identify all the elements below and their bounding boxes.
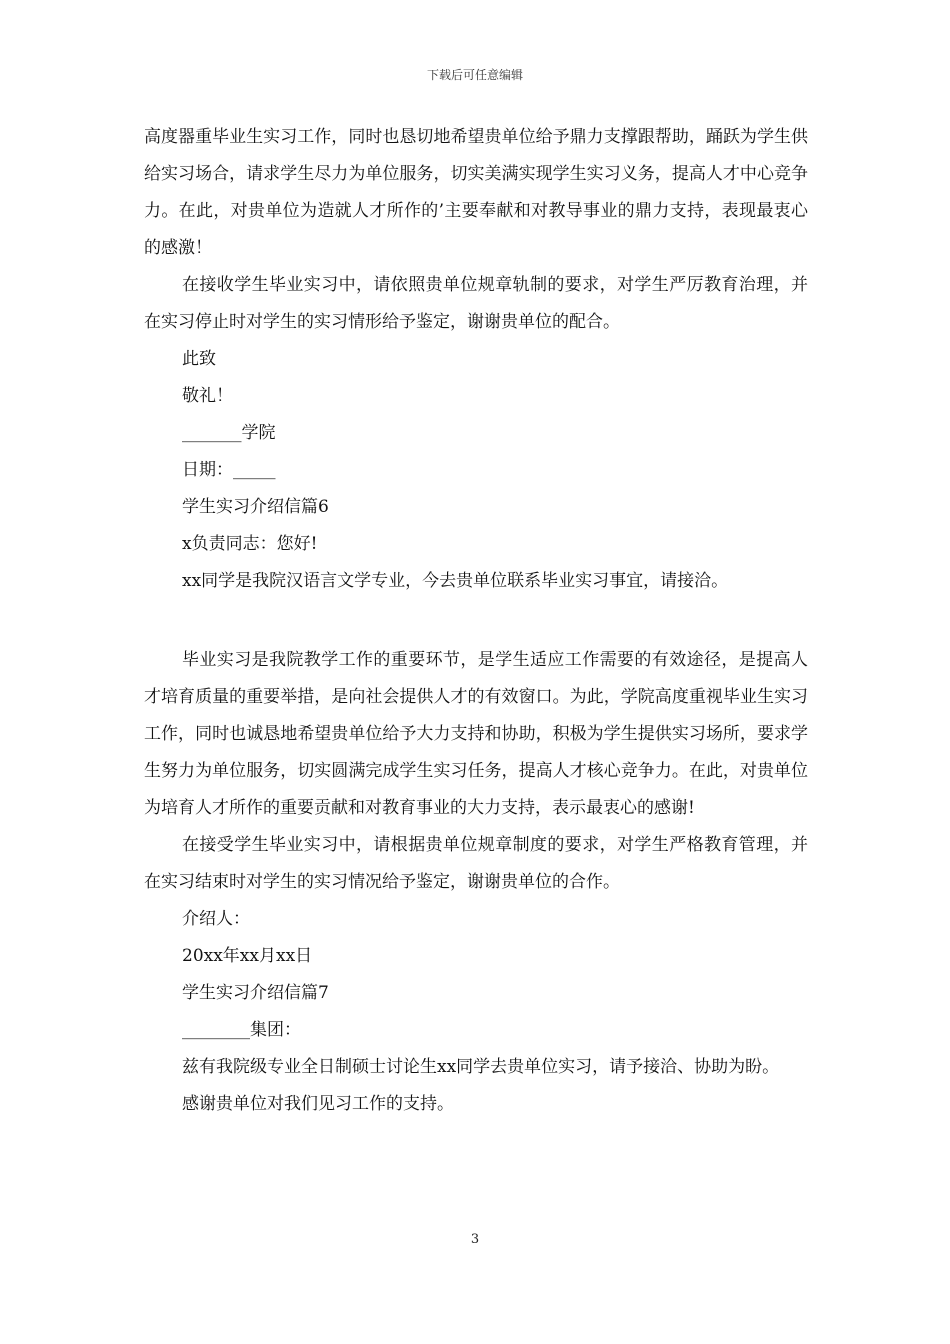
signature-date: 日期：_____ [182,460,276,480]
signature-introducer: 介绍人： [182,909,250,929]
section-title: 学生实习介绍信篇7 [182,983,329,1003]
paragraph: 感谢贵单位对我们见习工作的支持。 [182,1094,454,1114]
section-title: 学生实习介绍信篇6 [182,497,329,517]
page-number: 3 [470,1232,480,1247]
addressee: ________集团： [182,1020,301,1040]
paragraph: 在接受学生毕业实习中，请根据贵单位规章制度的要求，对学生严格教育管理，并在实习结束时对学生的实习情况给予鉴定，谢谢贵单位的合作。 [144,835,808,892]
salutation-closing: 此致 [182,349,216,369]
paragraph-gap [144,600,808,642]
document-body [144,119,808,1123]
salutation-regards: 敬礼！ [182,386,233,406]
paragraph: 兹有我院级专业全日制硕士讨论生xx同学去贵单位实习，请予接洽、协助为盼。 [182,1057,780,1077]
paragraph: 在接收学生毕业实习中，请依照贵单位规章轨制的要求，对学生严厉教育治理，并在实习停止时对学生的实习情形给予鉴定，谢谢贵单位的配合。 [144,275,808,332]
signature-college: _______学院 [182,423,276,443]
page-header: 下载后可任意编辑 [426,68,523,82]
signature-date: 20xx年xx月xx日 [182,946,313,966]
greeting: x负责同志：您好! [182,534,318,554]
paragraph: 毕业实习是我院教学工作的重要环节，是学生适应工作需要的有效途径，是提高人才培育质量的重要举措，是向社会提供人才的有效窗口。为此，学院高度重视毕业生实习工作，同时也诚恳地希望贵单位给予大力支持和协助，积极为学生提供实习场所，要求学生努力为单位服务，切实圆满完成学生实习任务，提高人才核心竞争力。在此，对贵单位为培育人才所作的重要贡献和对教育事业的大力支持，表示最衷心的感谢! [144,650,808,818]
paragraph: xx同学是我院汉语言文学专业，今去贵单位联系毕业实习事宜，请接洽。 [182,571,729,591]
paragraph: 高度器重毕业生实习工作，同时也恳切地希望贵单位给予鼎力支撑跟帮助，踊跃为学生供给实习场合，请求学生尽力为单位服务，切实美满实现学生实习义务，提高人才中心竞争力。在此，对贵单位为造就人才所作的’主要奉献和对教导事业的鼎力支持，表现最衷心的感激！ [144,127,808,258]
